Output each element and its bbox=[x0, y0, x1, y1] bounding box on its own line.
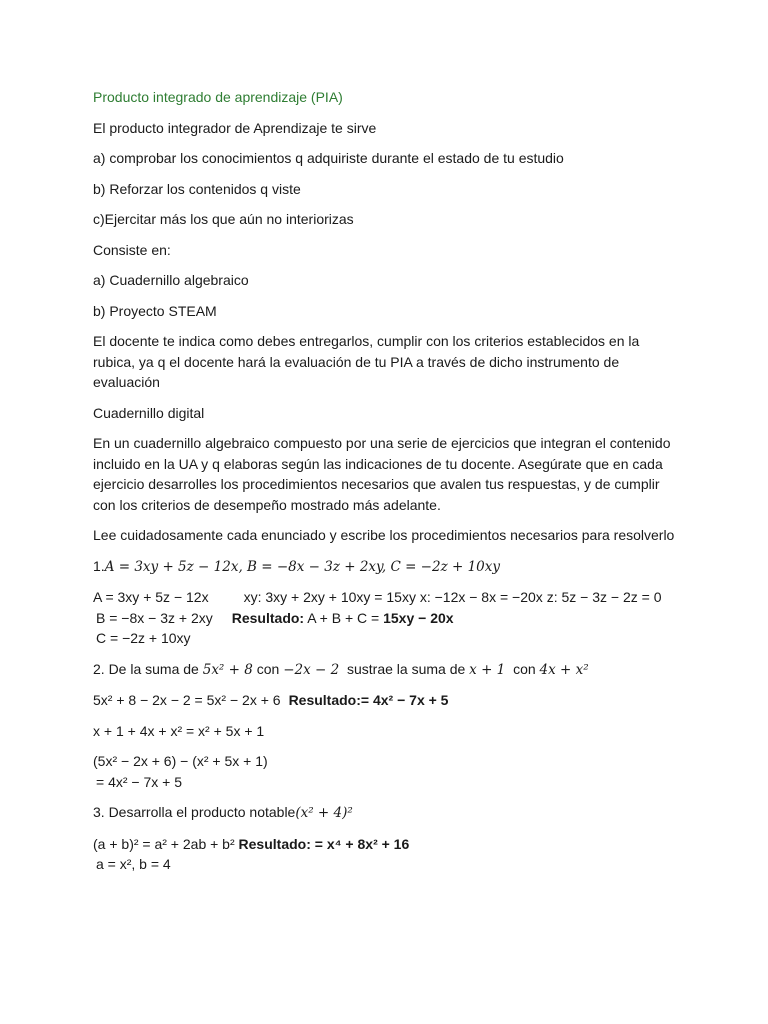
exercise-2-math-b: −2x − 2 bbox=[283, 661, 340, 678]
exercise-1-terms: xy: 3xy + 2xy + 10xy = 15xy x: −12x − 8x = −20x z: 5z − 3z − 2z = 0 bbox=[243, 589, 662, 605]
exercise-1-solution bbox=[93, 587, 683, 649]
exercise-3-math: (x² + 4)² bbox=[295, 805, 353, 821]
exercise-2-text-b: con bbox=[256, 660, 280, 677]
exercise-2-math-c: x + 1 bbox=[469, 661, 506, 678]
exercise-1-result-value: 15xy − 20x bbox=[383, 609, 454, 626]
exercise-2-math-a: 5x² + 8 bbox=[202, 661, 253, 678]
exercise-2-step-3-block bbox=[93, 751, 683, 792]
exercise-1-result-label: Resultado: bbox=[231, 609, 305, 626]
exercise-2-statement bbox=[93, 659, 683, 681]
exercise-1-number: 1. bbox=[93, 557, 105, 574]
exercise-2-math-d: 4x + x² bbox=[539, 661, 589, 678]
consists-item-a: a) Cuadernillo algebraico bbox=[93, 272, 249, 288]
exercise-3-statement bbox=[93, 802, 683, 824]
exercise-1-statement bbox=[93, 556, 683, 578]
exercise-3-result-value: x⁴ + 8x² + 16 bbox=[326, 835, 410, 852]
digital-paragraph: En un cuadernillo algebraico compuesto por una serie de ejercicios que integran el contenido incluido en la UA y q elaboras según las indicaciones de tu docente. Asegúrate que en cada ejercicio desarrolles los procedimientos necesarios que avalen tus respuestas, y de cumplir con los criterios de desempeño mostrado más adelante. bbox=[93, 435, 671, 513]
exercise-2-step-4: = 4x² − 7x + 5 bbox=[96, 773, 182, 790]
exercise-3-text: 3. Desarrolla el producto notable bbox=[93, 804, 296, 820]
exercise-3-solution bbox=[93, 834, 683, 875]
exercise-1-def-b: B = −8x − 3z + 2xy bbox=[96, 609, 213, 626]
exercise-2-result-value: 4x² − 7x + 5 bbox=[372, 692, 449, 708]
intro-text: El producto integrador de Aprendizaje te sirve bbox=[93, 119, 377, 136]
use-item-a: a) comprobar los conocimientos q adquiriste durante el estado de tu estudio bbox=[93, 150, 564, 166]
document-body bbox=[93, 87, 683, 885]
use-item-c: c)Ejercitar más los que aún no interiorizas bbox=[93, 211, 354, 227]
teacher-paragraph: El docente te indica como debes entregarlos, cumplir con los criterios establecidos en la rubica, ya q el docente hará la evaluación de tu PIA a través de dicho instrumento de evaluación bbox=[93, 333, 640, 390]
exercise-1-line-2 bbox=[93, 608, 683, 629]
exercise-1-result-expr: A + B + C = bbox=[307, 609, 380, 626]
consists-item-b: b) Proyecto STEAM bbox=[93, 302, 217, 319]
exercise-2-result-label: Resultado:= bbox=[288, 692, 370, 708]
exercise-2-step-1-text: 5x² + 8 − 2x − 2 = 5x² − 2x + 6 bbox=[93, 692, 281, 708]
exercise-2-text-c: sustrae la suma de bbox=[346, 660, 466, 677]
exercise-1-def-a: A = 3xy + 5z − 12x bbox=[93, 589, 209, 605]
document-title: Producto integrado de aprendizaje (PIA) bbox=[93, 89, 343, 105]
exercise-3-step-2: a = x², b = 4 bbox=[96, 856, 171, 872]
exercise-2-step-1 bbox=[93, 690, 683, 711]
exercise-2-step-3: (5x² − 2x + 6) − (x² + 5x + 1) bbox=[93, 753, 268, 769]
exercise-1-line-3: C = −2z + 10xy bbox=[96, 630, 191, 646]
exercise-2-text-a: 2. De la suma de bbox=[93, 660, 199, 677]
exercise-1-line-1 bbox=[93, 587, 683, 608]
exercise-3-step-1: (a + b)² = a² + 2ab + b² bbox=[93, 835, 235, 852]
exercise-2-step-2: x + 1 + 4x + x² = x² + 5x + 1 bbox=[93, 722, 265, 739]
digital-heading: Cuadernillo digital bbox=[93, 404, 205, 421]
exercise-1-math: A = 3xy + 5z − 12x, B = −8x − 3z + 2xy, C = −2z + 10xy bbox=[104, 558, 501, 575]
exercise-3-result-label: Resultado: = bbox=[238, 835, 323, 852]
exercise-2-text-d: con bbox=[513, 660, 536, 677]
exercise-3-line-1 bbox=[93, 834, 683, 855]
consists-label: Consiste en: bbox=[93, 241, 171, 258]
use-item-b: b) Reforzar los contenidos q viste bbox=[93, 180, 301, 197]
read-paragraph: Lee cuidadosamente cada enunciado y escribe los procedimientos necesarios para resolverlo bbox=[93, 527, 675, 543]
